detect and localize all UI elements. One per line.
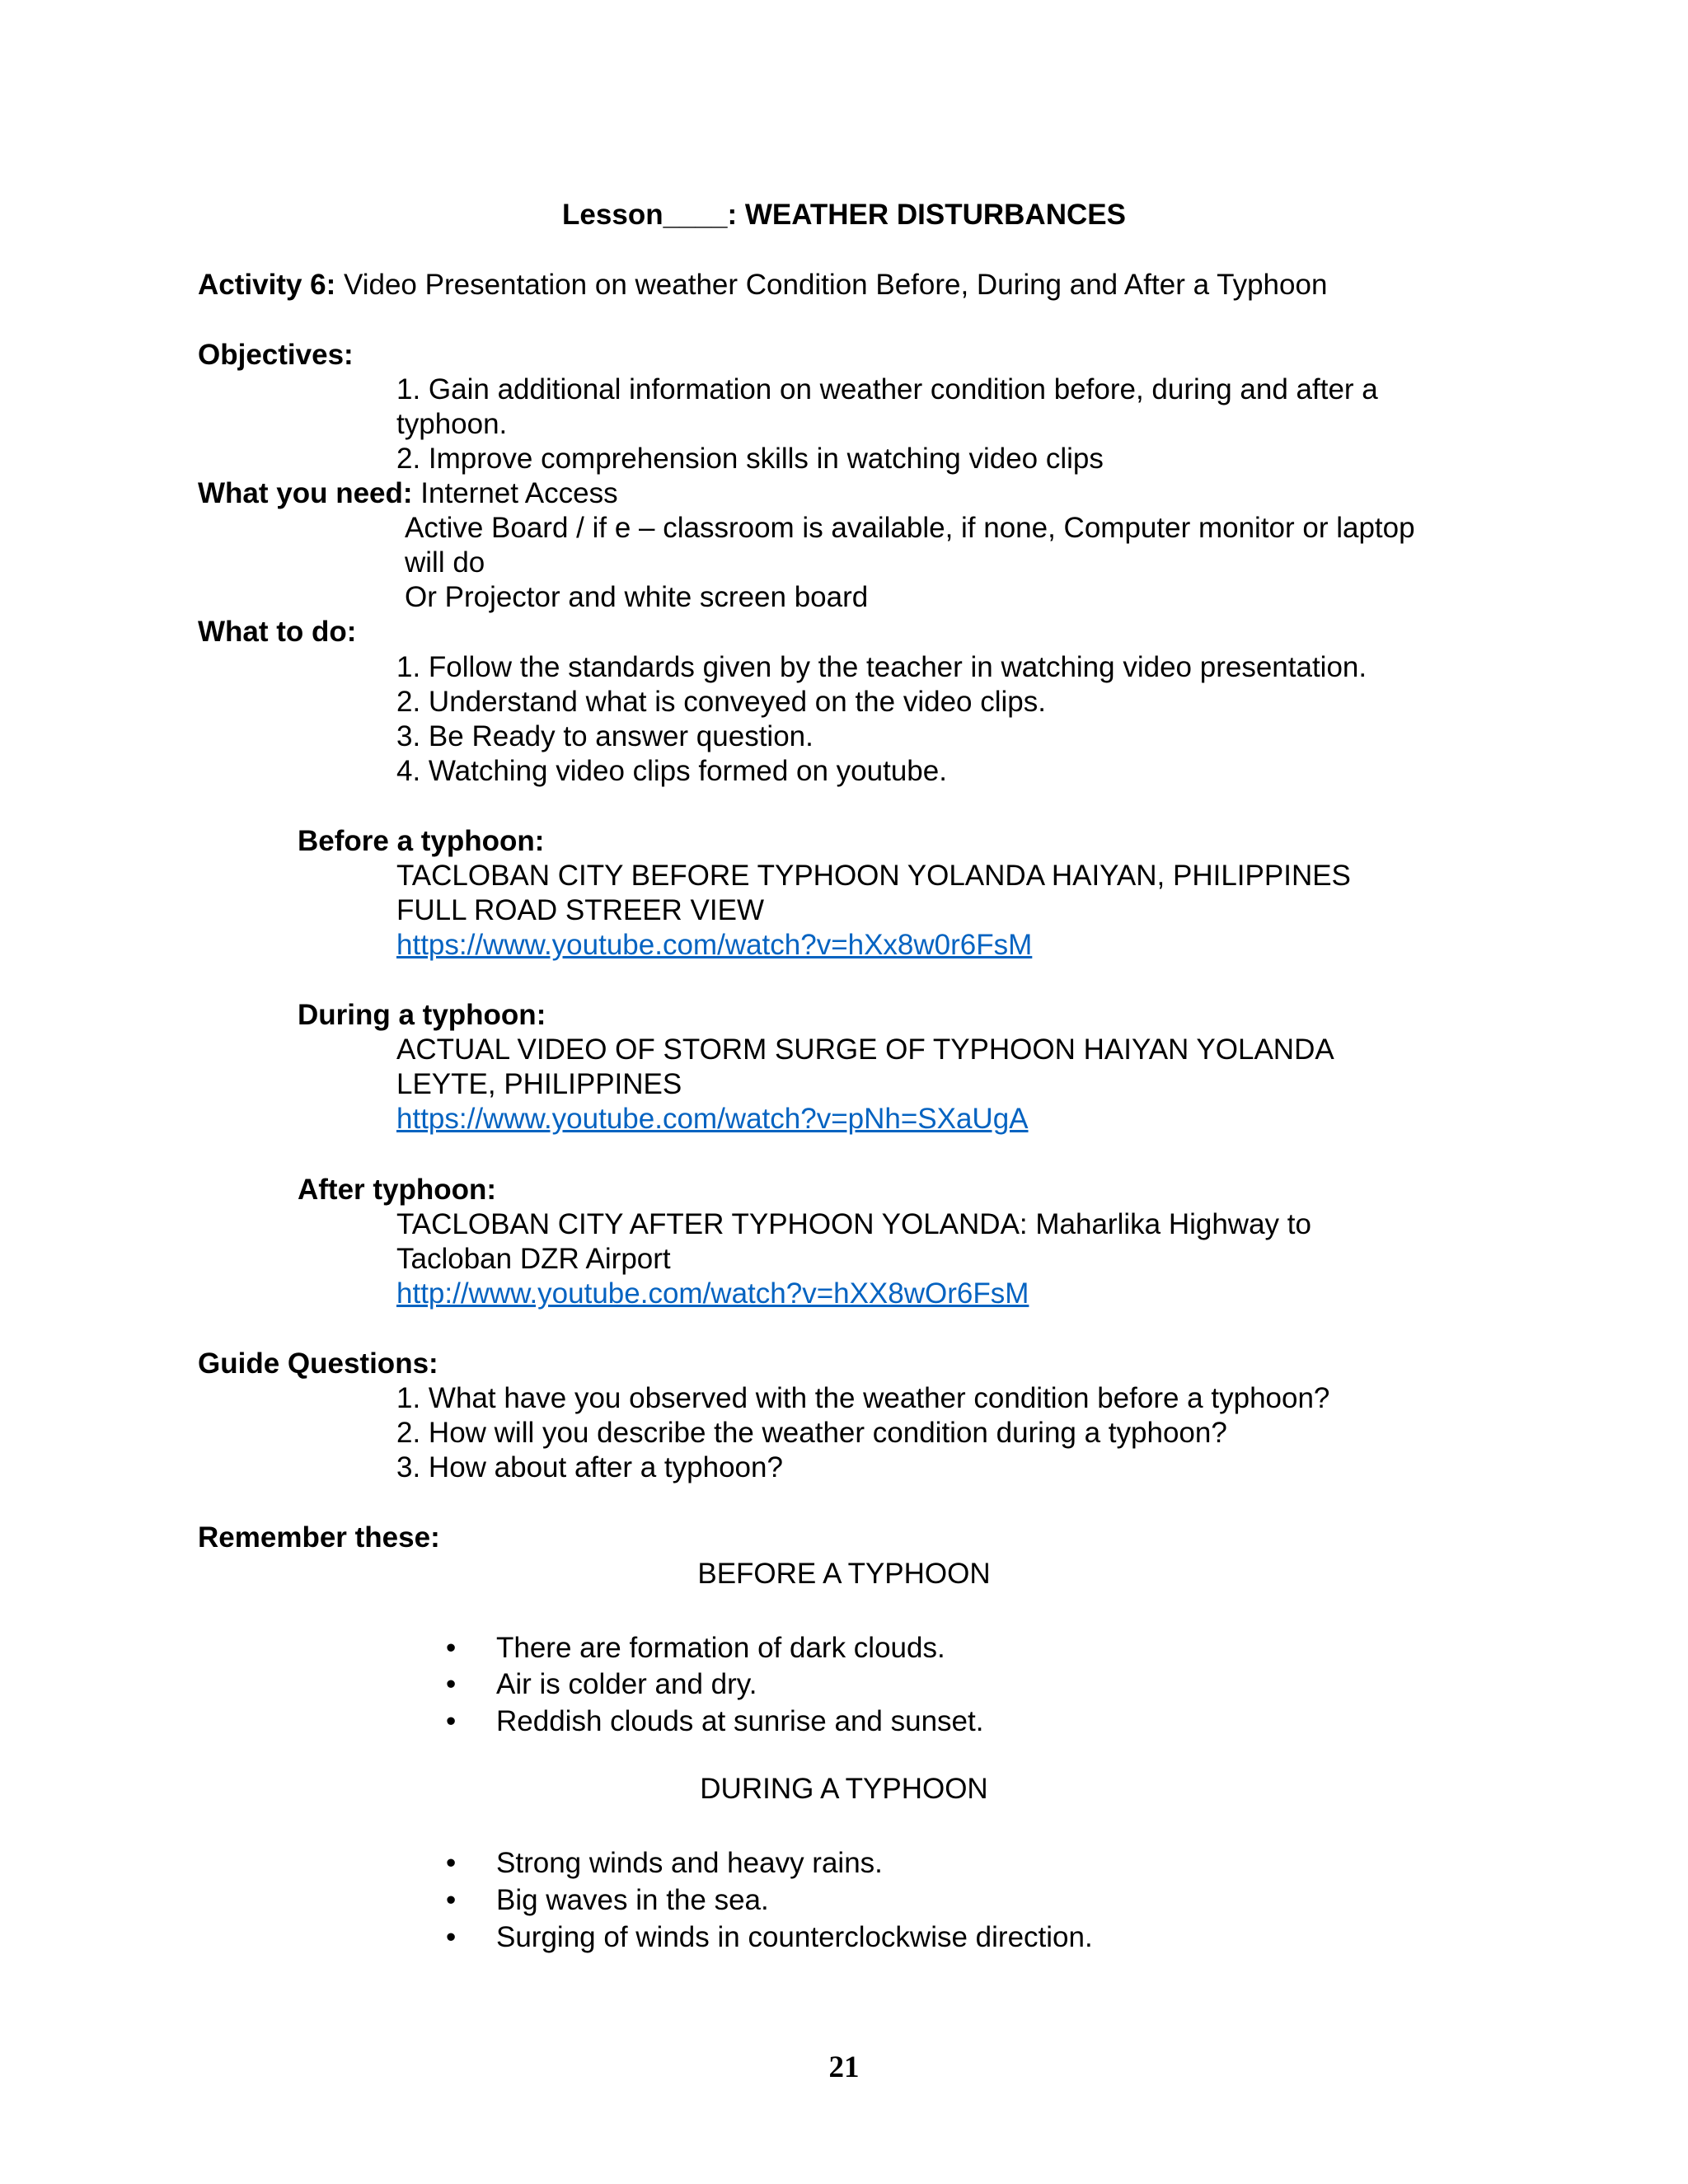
during-item: Big waves in the sea. <box>496 1884 769 1916</box>
bullet-marker: • <box>446 1847 457 1879</box>
before-video-title: FULL ROAD STREER VIEW <box>396 894 764 926</box>
todo-line: 4. Watching video clips formed on youtube. <box>396 755 947 787</box>
after-video-link[interactable]: http://www.youtube.com/watch?v=hXX8wOr6FsM <box>396 1277 1029 1310</box>
after-video-title: TACLOBAN CITY AFTER TYPHOON YOLANDA: Maharlika Highway to <box>396 1208 1311 1240</box>
need-first: Internet Access <box>412 477 618 509</box>
bullet-marker: • <box>446 1921 457 1953</box>
need-line: will do <box>405 546 485 579</box>
need-line: Active Board / if e – classroom is available, if none, Computer monitor or laptop <box>405 512 1415 544</box>
during-label: During a typhoon: <box>298 999 546 1031</box>
need-line <box>198 476 618 511</box>
remember-label: Remember these: <box>198 1521 440 1554</box>
before-video-link[interactable]: https://www.youtube.com/watch?v=hXx8w0r6FsM <box>396 929 1033 961</box>
during-video-link[interactable]: https://www.youtube.com/watch?v=pNh=SXaUgA <box>396 1103 1029 1135</box>
guide-label: Guide Questions: <box>198 1347 438 1380</box>
lesson-title: Lesson____: WEATHER DISTURBANCES <box>562 199 1126 231</box>
before-label: Before a typhoon: <box>298 825 545 857</box>
objectives-label: Objectives: <box>198 339 354 371</box>
todo-line: 1. Follow the standards given by the teacher in watching video presentation. <box>396 651 1367 683</box>
activity-label: Activity 6: <box>198 269 336 301</box>
before-item: Air is colder and dry. <box>496 1668 757 1700</box>
objective-line: 1. Gain additional information on weather condition before, during and after a <box>396 373 1378 405</box>
need-line: Or Projector and white screen board <box>405 581 869 613</box>
during-video-title: ACTUAL VIDEO OF STORM SURGE OF TYPHOON HAIYAN YOLANDA <box>396 1033 1334 1066</box>
during-video-title: LEYTE, PHILIPPINES <box>396 1068 682 1100</box>
objective-line: typhoon. <box>396 408 508 440</box>
guide-question: 1. What have you observed with the weather condition before a typhoon? <box>396 1382 1330 1414</box>
bullet-marker: • <box>446 1705 457 1737</box>
bullet-marker: • <box>446 1884 457 1916</box>
during-heading: DURING A TYPHOON <box>700 1773 988 1805</box>
page-number: 21 <box>828 2050 860 2084</box>
after-video-title: Tacloban DZR Airport <box>396 1243 671 1275</box>
guide-question: 3. How about after a typhoon? <box>396 1451 783 1483</box>
during-item: Surging of winds in counterclockwise direction. <box>496 1921 1093 1953</box>
before-item: There are formation of dark clouds. <box>496 1632 945 1664</box>
objective-line: 2. Improve comprehension skills in watching video clips <box>396 443 1104 475</box>
before-heading: BEFORE A TYPHOON <box>697 1558 991 1590</box>
todo-line: 3. Be Ready to answer question. <box>396 720 814 752</box>
activity-line <box>198 268 1327 302</box>
need-label: What you need: <box>198 477 413 509</box>
todo-label: What to do: <box>198 616 357 648</box>
todo-line: 2. Understand what is conveyed on the video clips. <box>396 686 1046 718</box>
after-label: After typhoon: <box>298 1174 497 1206</box>
before-video-title: TACLOBAN CITY BEFORE TYPHOON YOLANDA HAIYAN, PHILIPPINES <box>396 860 1351 892</box>
activity-text: Video Presentation on weather Condition Before, During and After a Typhoon <box>335 269 1328 301</box>
before-item: Reddish clouds at sunrise and sunset. <box>496 1705 984 1737</box>
bullet-marker: • <box>446 1632 457 1664</box>
bullet-marker: • <box>446 1668 457 1700</box>
during-item: Strong winds and heavy rains. <box>496 1847 883 1879</box>
guide-question: 2. How will you describe the weather condition during a typhoon? <box>396 1417 1227 1449</box>
